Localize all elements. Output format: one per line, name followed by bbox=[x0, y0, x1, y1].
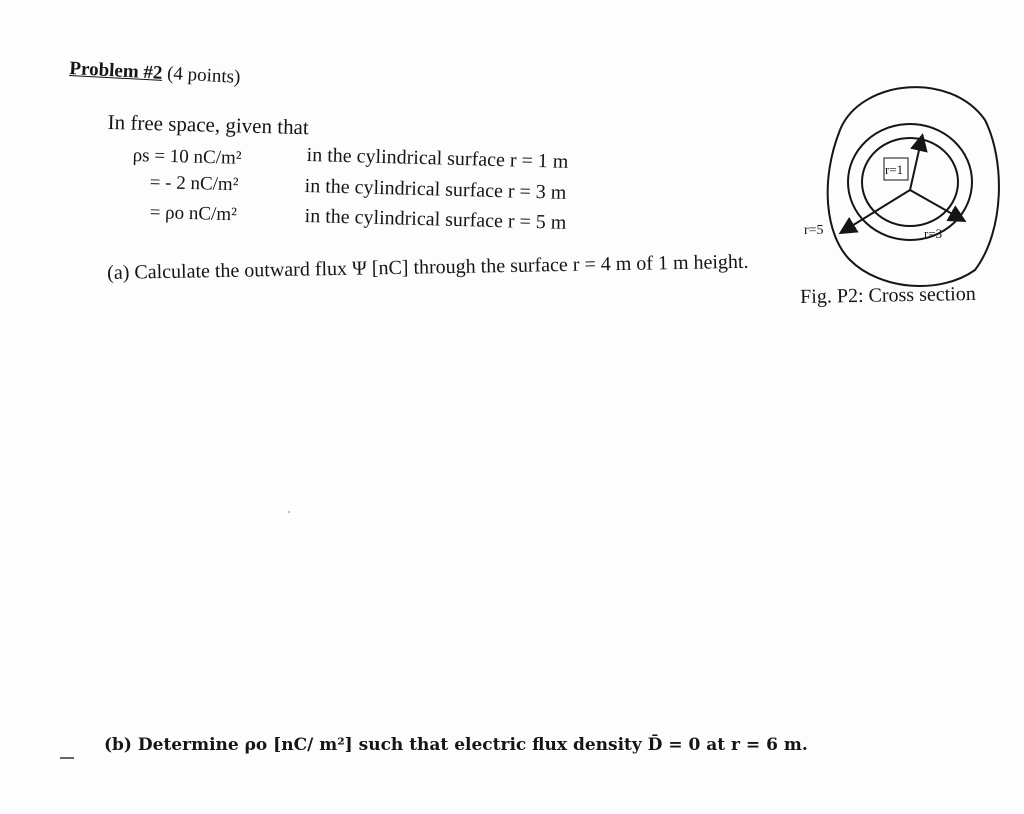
problem-title bbox=[69, 58, 241, 89]
label-r5: r=5 bbox=[804, 223, 824, 238]
intro-text: In free space, given that bbox=[107, 110, 310, 140]
speck bbox=[288, 511, 290, 513]
question-b: (b) Determine ρo [nC/ m²] such that electric flux density D̄ = 0 at r = 6 m. bbox=[104, 735, 808, 755]
cross-section-figure bbox=[800, 70, 1000, 290]
surface-description-1: in the cylindrical surface r = 1 m bbox=[306, 144, 569, 173]
charge-density-1: ρs = 10 nC/m² bbox=[132, 145, 242, 169]
label-r1: r=1 bbox=[885, 162, 904, 177]
cylinder-ring-r3 bbox=[848, 124, 972, 240]
charge-density-3: = ρo nC/m² bbox=[149, 202, 238, 226]
cylinder-ring-r5 bbox=[828, 87, 999, 286]
radius-arrow-r3 bbox=[910, 190, 963, 220]
label-r3: r=3 bbox=[924, 226, 943, 241]
question-a: (a) Calculate the outward flux Ψ [nC] through the surface r = 4 m of 1 m height. bbox=[107, 250, 749, 284]
problem-points: (4 points) bbox=[166, 63, 241, 88]
margin-mark bbox=[60, 757, 74, 759]
problem-number: Problem #2 bbox=[68, 58, 163, 84]
surface-description-3: in the cylindrical surface r = 5 m bbox=[304, 205, 567, 234]
cylinder-ring-r1 bbox=[862, 138, 958, 226]
charge-density-2: = - 2 nC/m² bbox=[149, 172, 239, 196]
surface-description-2: in the cylindrical surface r = 3 m bbox=[304, 175, 567, 204]
radius-arrow-r1 bbox=[910, 137, 922, 190]
figure-caption: Fig. P2: Cross section bbox=[800, 282, 976, 308]
